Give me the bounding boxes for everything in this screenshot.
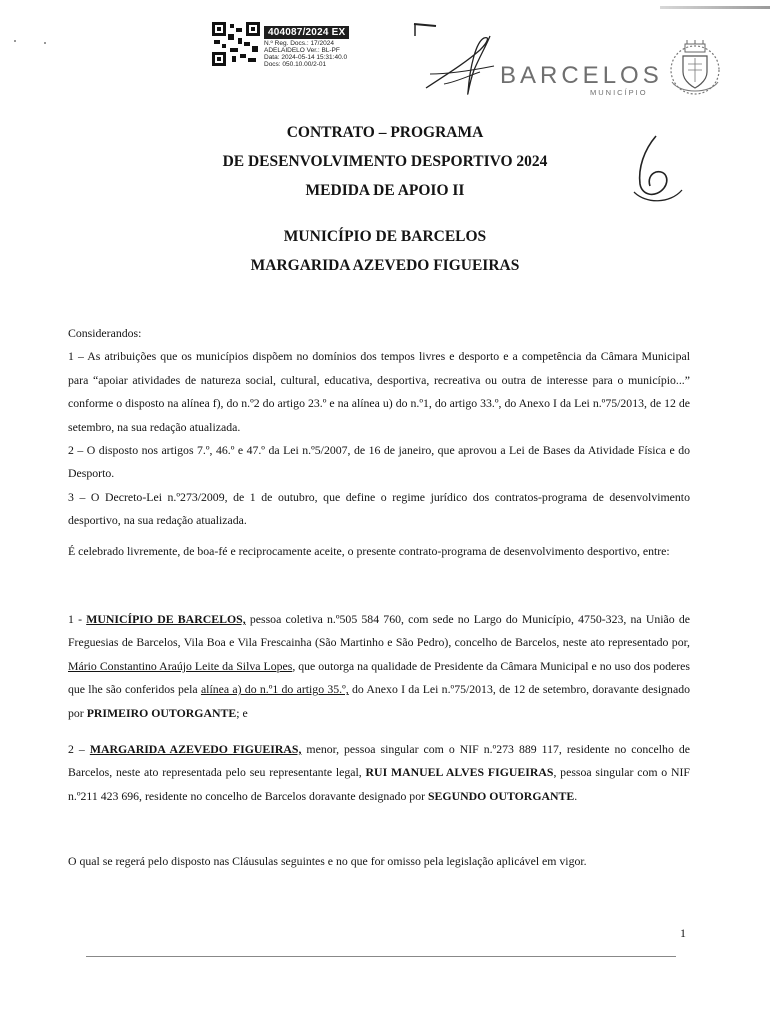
stamp-reference: 404087/2024 EX (264, 26, 349, 39)
considerando-item: 2 – O disposto nos artigos 7.º, 46.º e 47.º da Lei n.º5/2007, de 16 de janeiro, que aprovou a Lei de Bases da Atividade Física e do Desporto. (68, 443, 690, 481)
intro-text: É celebrado livremente, de boa-fé e reciprocamente aceite, o presente contrato-programa de desenvolvimento desportivo, entre: (68, 544, 670, 558)
party2-designation: SEGUNDO OUTORGANTE (427, 788, 575, 803)
party1-text: , que outorga na qualidade de Presidente da Câmara Municipal e no uso dos poderes que lhe são conferidos pela (68, 658, 690, 697)
title-line: MEDIDA DE APOIO II (305, 182, 465, 199)
party1-prefix: 1 - (68, 612, 87, 626)
stamp-line: Data: 2024-05-14 15:31:40.0 (264, 54, 348, 61)
parties-heading-line: MUNICÍPIO DE BARCELOS (283, 228, 487, 245)
title-line: CONTRATO – PROGRAMA (286, 124, 484, 141)
party2-text: menor, pessoa singular com o NIF n.º273 889 117, residente no concelho de Barcelos, neste ato representada pelo seu representante legal, (68, 742, 690, 780)
brand-name: BARCELOS (500, 62, 663, 89)
party1-text: do Anexo I da Lei n.º75/2013, de 12 de setembro, doravante designado por (68, 682, 690, 720)
stamp-line: N.º Reg. Docs.: 17/2024 (264, 40, 334, 47)
party1-paragraph (68, 608, 690, 725)
party2-representative: RUI MANUEL ALVES FIGUEIRAS (365, 765, 554, 780)
considerando-item: 3 – O Decreto-Lei n.º273/2009, de 1 de outubro, que define o regime jurídico dos contratos-programa de desenvolvimento desportivo, na sua redação atualizada. (68, 489, 690, 528)
party1-text: pessoa coletiva n.º505 584 760, com sede no Largo do Município, 4750-323, na União de Freguesias de Barcelos, Vila Boa e Vila Frescainha (São Martinho e São Pedro), concelho de Barcelos, neste ato representado por, (68, 612, 690, 650)
registration-stamp (264, 22, 394, 68)
parties-heading-line: MARGARIDA AZEVEDO FIGUEIRAS (250, 257, 520, 274)
closing-paragraph (68, 850, 690, 873)
considerandos-section (68, 322, 690, 533)
stamp-line: ADELAIDELO Ver.: BL-PF (264, 47, 340, 54)
party2-text: , pessoa singular com o NIF n.º211 423 696, residente no concelho de Barcelos doravante designado por (68, 765, 690, 803)
considerandos-heading: Considerandos: (68, 326, 142, 340)
scan-speck (14, 40, 16, 42)
footer-rule (86, 956, 676, 957)
title-line: DE DESENVOLVIMENTO DESPORTIVO 2024 (222, 153, 548, 170)
intro-paragraph (68, 540, 690, 563)
page-number: 1 (680, 926, 686, 940)
party2-paragraph (68, 738, 690, 808)
coat-of-arms-icon (666, 38, 724, 98)
closing-text: O qual se regerá pelo disposto nas Cláusulas seguintes e no que for omisso pela legislação aplicável em vigor. (68, 854, 587, 868)
qr-code-icon (212, 22, 260, 66)
party2-prefix: 2 – (68, 742, 90, 756)
brand-subtitle: MUNICÍPIO (590, 88, 648, 97)
parties-heading (0, 222, 770, 280)
party1-designation: PRIMEIRO OUTORGANTE (86, 705, 237, 720)
document-title (0, 118, 770, 205)
party1-name: MUNICÍPIO DE BARCELOS, (86, 612, 246, 626)
party1-representative: Mário Constantino Araújo Leite da Silva Lopes (68, 658, 293, 673)
party2-name: MARGARIDA AZEVEDO FIGUEIRAS, (89, 742, 302, 756)
barcelos-logo (500, 62, 663, 97)
party1-legal-reference: alínea a) do n.º1 do artigo 35.º, (200, 682, 349, 697)
party2-text: . (574, 788, 578, 803)
scan-speck (44, 42, 46, 44)
considerando-item: 1 – As atribuições que os municípios dispõem no domínios dos tempos livres e desporto e a competência da Câmara Municipal para “apoiar atividades de natureza social, cultural, educativa, desportiva, recreativa ou outra de interesse para o município...” conforme o disposto na alínea f), do n.º2 do artigo 23.º e na alínea u) do n.º1, do artigo 33.º, do Anexo I da Lei n.º75/2013, de 12 de setembro, na sua redação atualizada. (68, 349, 690, 434)
scan-artifact-line (660, 6, 770, 9)
party1-text: ; e (236, 705, 248, 720)
stamp-line: Docs: 050.10.00/2-01 (264, 61, 327, 68)
